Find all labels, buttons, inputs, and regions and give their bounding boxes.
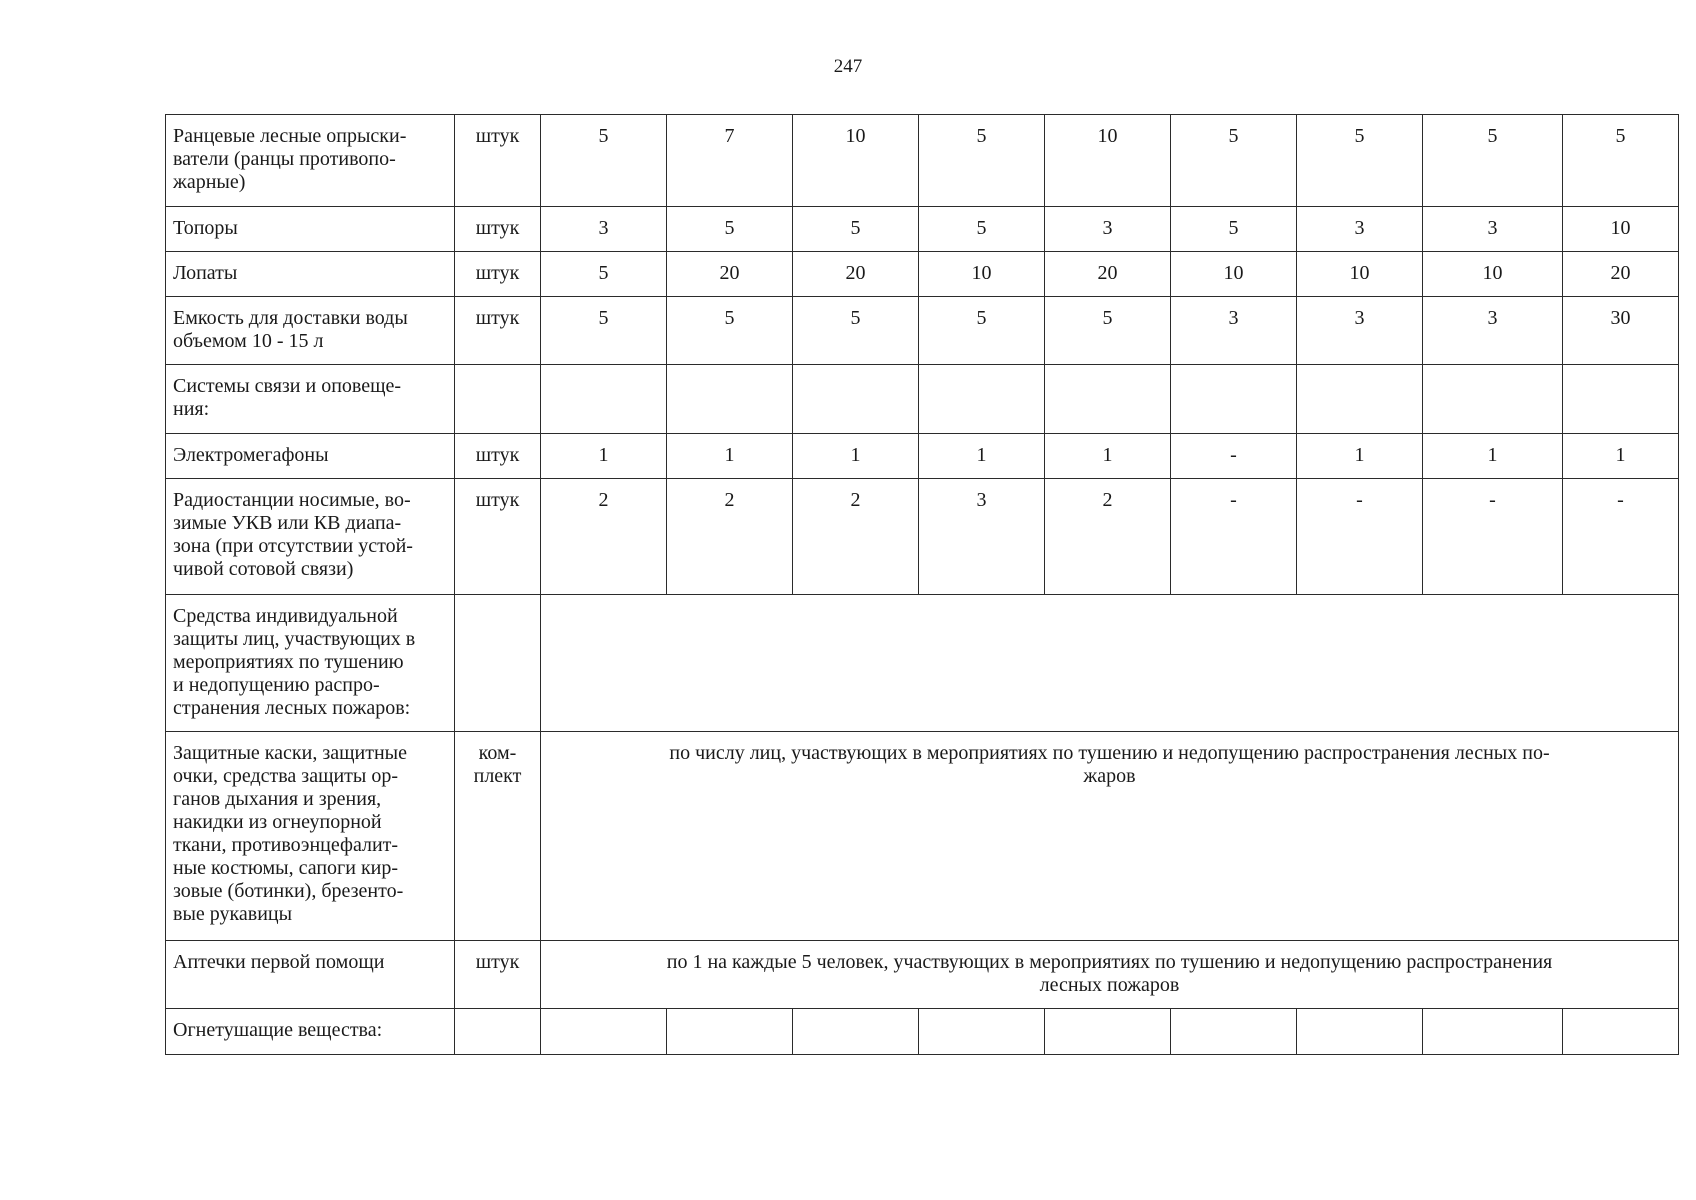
- value-cell: 3: [1045, 207, 1171, 252]
- value-cell: 1: [793, 434, 919, 479]
- unit-cell: штук: [455, 479, 541, 595]
- value-cell: 1: [1563, 434, 1679, 479]
- value-cell: 5: [1563, 115, 1679, 207]
- item-name-cell: Радиостанции носимые, во- зимые УКВ или КВ диапа- зона (при отсутствии устой- чивой сотовой связи): [166, 479, 455, 595]
- value-cell: 5: [541, 252, 667, 297]
- item-name-cell: Огнетушащие вещества:: [166, 1009, 455, 1055]
- value-cell: 10: [1171, 252, 1297, 297]
- item-name-cell: Лопаты: [166, 252, 455, 297]
- value-cell: 5: [919, 297, 1045, 365]
- value-cell: 1: [667, 434, 793, 479]
- unit-cell: штук: [455, 115, 541, 207]
- value-cell: [919, 1009, 1045, 1055]
- value-cell: 5: [793, 297, 919, 365]
- value-cell: 3: [1423, 297, 1563, 365]
- value-cell: [1045, 1009, 1171, 1055]
- value-cell: 1: [1297, 434, 1423, 479]
- unit-cell: штук: [455, 252, 541, 297]
- value-cell: -: [1297, 479, 1423, 595]
- item-name-cell: Емкость для доставки воды объемом 10 - 15 л: [166, 297, 455, 365]
- table-row: [166, 297, 1679, 365]
- value-cell: [1171, 365, 1297, 434]
- table-row: [166, 252, 1679, 297]
- note-cell: по 1 на каждые 5 человек, участвующих в мероприятиях по тушению и недопущению распространения лесных пожаров: [541, 941, 1679, 1009]
- value-cell: 5: [1045, 297, 1171, 365]
- value-cell: [1423, 1009, 1563, 1055]
- table-row: [166, 365, 1679, 434]
- value-cell: 5: [793, 207, 919, 252]
- value-cell: 5: [1423, 115, 1563, 207]
- value-cell: -: [1423, 479, 1563, 595]
- value-cell: 2: [667, 479, 793, 595]
- value-cell: [541, 365, 667, 434]
- value-cell: 5: [1171, 207, 1297, 252]
- unit-cell: [455, 365, 541, 434]
- unit-cell: штук: [455, 297, 541, 365]
- value-cell: 3: [919, 479, 1045, 595]
- value-cell: 5: [667, 207, 793, 252]
- table-row: [166, 941, 1679, 1009]
- value-cell: [919, 365, 1045, 434]
- note-cell: по числу лиц, участвующих в мероприятиях по тушению и недопущению распространения лесных по- жаров: [541, 732, 1679, 941]
- value-cell: 5: [919, 115, 1045, 207]
- table-row: [166, 1009, 1679, 1055]
- value-cell: 10: [793, 115, 919, 207]
- value-cell: 3: [1423, 207, 1563, 252]
- value-cell: 3: [1297, 207, 1423, 252]
- table-row: [166, 595, 1679, 732]
- value-cell: 1: [541, 434, 667, 479]
- value-cell: 7: [667, 115, 793, 207]
- value-cell: 10: [1297, 252, 1423, 297]
- value-cell: [793, 365, 919, 434]
- value-cell: 3: [1297, 297, 1423, 365]
- value-cell: 5: [541, 115, 667, 207]
- page-number: 247: [833, 56, 863, 77]
- value-cell: -: [1171, 479, 1297, 595]
- note-cell: [541, 595, 1679, 732]
- value-cell: -: [1171, 434, 1297, 479]
- value-cell: 5: [667, 297, 793, 365]
- value-cell: [1423, 365, 1563, 434]
- value-cell: [1297, 1009, 1423, 1055]
- value-cell: [1563, 1009, 1679, 1055]
- value-cell: 2: [793, 479, 919, 595]
- value-cell: 10: [919, 252, 1045, 297]
- item-name-cell: Системы связи и оповеще- ния:: [166, 365, 455, 434]
- value-cell: 20: [1563, 252, 1679, 297]
- unit-cell: штук: [455, 207, 541, 252]
- value-cell: [667, 365, 793, 434]
- value-cell: 1: [1045, 434, 1171, 479]
- item-name-cell: Ранцевые лесные опрыски- ватели (ранцы противопо- жарные): [166, 115, 455, 207]
- unit-cell: штук: [455, 434, 541, 479]
- equipment-table: [165, 114, 1679, 1055]
- table-row: [166, 479, 1679, 595]
- value-cell: 3: [541, 207, 667, 252]
- value-cell: [1171, 1009, 1297, 1055]
- value-cell: 30: [1563, 297, 1679, 365]
- value-cell: 20: [667, 252, 793, 297]
- value-cell: [1563, 365, 1679, 434]
- table-row: [166, 115, 1679, 207]
- value-cell: 10: [1045, 115, 1171, 207]
- value-cell: 20: [793, 252, 919, 297]
- value-cell: [541, 1009, 667, 1055]
- unit-cell: штук: [455, 941, 541, 1009]
- value-cell: 5: [919, 207, 1045, 252]
- value-cell: 2: [1045, 479, 1171, 595]
- value-cell: 10: [1563, 207, 1679, 252]
- item-name-cell: Электромегафоны: [166, 434, 455, 479]
- unit-cell: ком- плект: [455, 732, 541, 941]
- item-name-cell: Топоры: [166, 207, 455, 252]
- value-cell: 5: [541, 297, 667, 365]
- table-row: [166, 434, 1679, 479]
- table-row: [166, 207, 1679, 252]
- value-cell: [1045, 365, 1171, 434]
- unit-cell: [455, 1009, 541, 1055]
- value-cell: [1297, 365, 1423, 434]
- value-cell: 10: [1423, 252, 1563, 297]
- table-row: [166, 732, 1679, 941]
- value-cell: 5: [1297, 115, 1423, 207]
- unit-cell: [455, 595, 541, 732]
- item-name-cell: Средства индивидуальной защиты лиц, участвующих в мероприятиях по тушению и недопущению распро- странения лесных пожаров:: [166, 595, 455, 732]
- value-cell: 2: [541, 479, 667, 595]
- value-cell: [793, 1009, 919, 1055]
- value-cell: -: [1563, 479, 1679, 595]
- value-cell: 1: [1423, 434, 1563, 479]
- value-cell: [667, 1009, 793, 1055]
- item-name-cell: Защитные каски, защитные очки, средства защиты ор- ганов дыхания и зрения, накидки из огнеупорной ткани, противоэнцефалит- ные костюмы, сапоги кир- зовые (ботинки), брезенто- вые рукавицы: [166, 732, 455, 941]
- value-cell: 20: [1045, 252, 1171, 297]
- value-cell: 5: [1171, 115, 1297, 207]
- value-cell: 3: [1171, 297, 1297, 365]
- value-cell: 1: [919, 434, 1045, 479]
- item-name-cell: Аптечки первой помощи: [166, 941, 455, 1009]
